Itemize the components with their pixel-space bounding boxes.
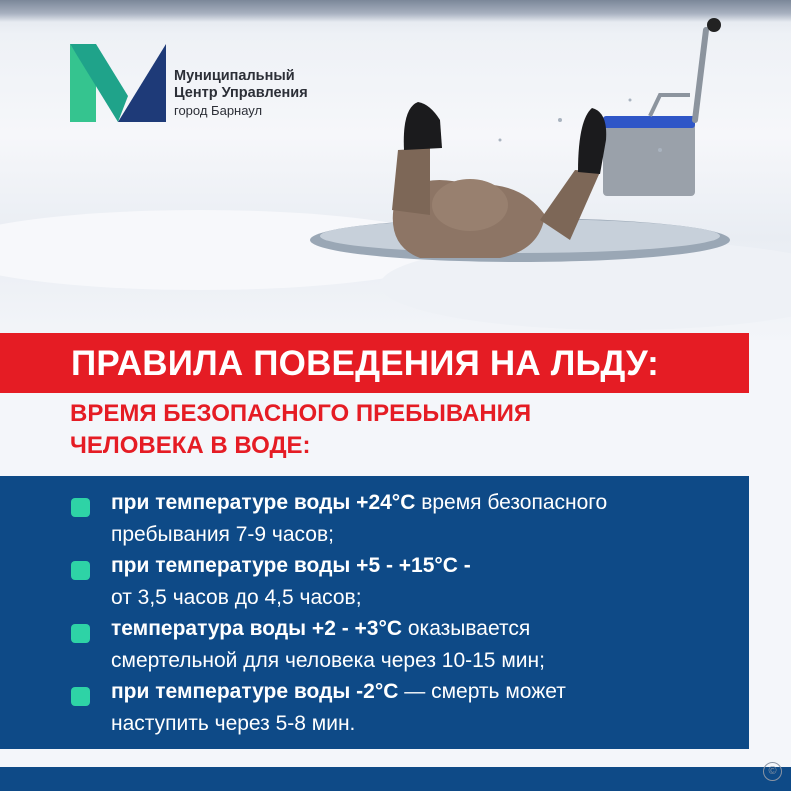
logo-line-1: Муниципальный (174, 68, 295, 84)
hero-photo (0, 0, 791, 340)
rule-bold: при температуре воды -2°С (111, 680, 399, 703)
subtitle-line-2: ЧЕЛОВЕКА В ВОДЕ: (70, 432, 311, 459)
bullet-icon (71, 561, 90, 580)
rule-bold: при температуре воды +24°С (111, 491, 416, 514)
rules-panel (0, 476, 749, 749)
rule-text-2: пребывания 7-9 часов; (111, 523, 334, 546)
logo-text (174, 68, 334, 120)
rule-text-1: оказывается (402, 617, 531, 640)
bullet-icon (71, 687, 90, 706)
rule-text (111, 550, 731, 614)
rule-text-2: смертельной для человека через 10-15 мин; (111, 649, 545, 672)
page-title: ПРАВИЛА ПОВЕДЕНИЯ НА ЛЬДУ: (71, 344, 659, 383)
bullet-icon (71, 624, 90, 643)
bottom-bar (0, 767, 791, 791)
section-subtitle (70, 398, 670, 462)
rule-text (111, 487, 731, 551)
rule-bold: при температуре воды +5 - +15°С - (111, 554, 471, 577)
rule-text-1: — смерть может (398, 680, 566, 703)
title-banner (0, 333, 749, 393)
rule-text-2: наступить через 5-8 мин. (111, 712, 356, 735)
subtitle-line-1: ВРЕМЯ БЕЗОПАСНОГО ПРЕБЫВАНИЯ (70, 400, 532, 427)
bullet-icon (71, 498, 90, 517)
logo-line-2: Центр Управления (174, 85, 308, 101)
rule-text-1: время безопасного (415, 491, 608, 514)
rule-text (111, 676, 731, 740)
logo-mark-icon (70, 44, 166, 124)
rule-bold: температура воды +2 - +3°С (111, 617, 403, 640)
organization-logo (70, 44, 320, 124)
rule-text (111, 613, 731, 677)
rule-text-2: от 3,5 часов до 4,5 часов; (111, 586, 362, 609)
copyright-icon: © (763, 762, 782, 781)
logo-line-3: город Барнаул (174, 103, 263, 118)
